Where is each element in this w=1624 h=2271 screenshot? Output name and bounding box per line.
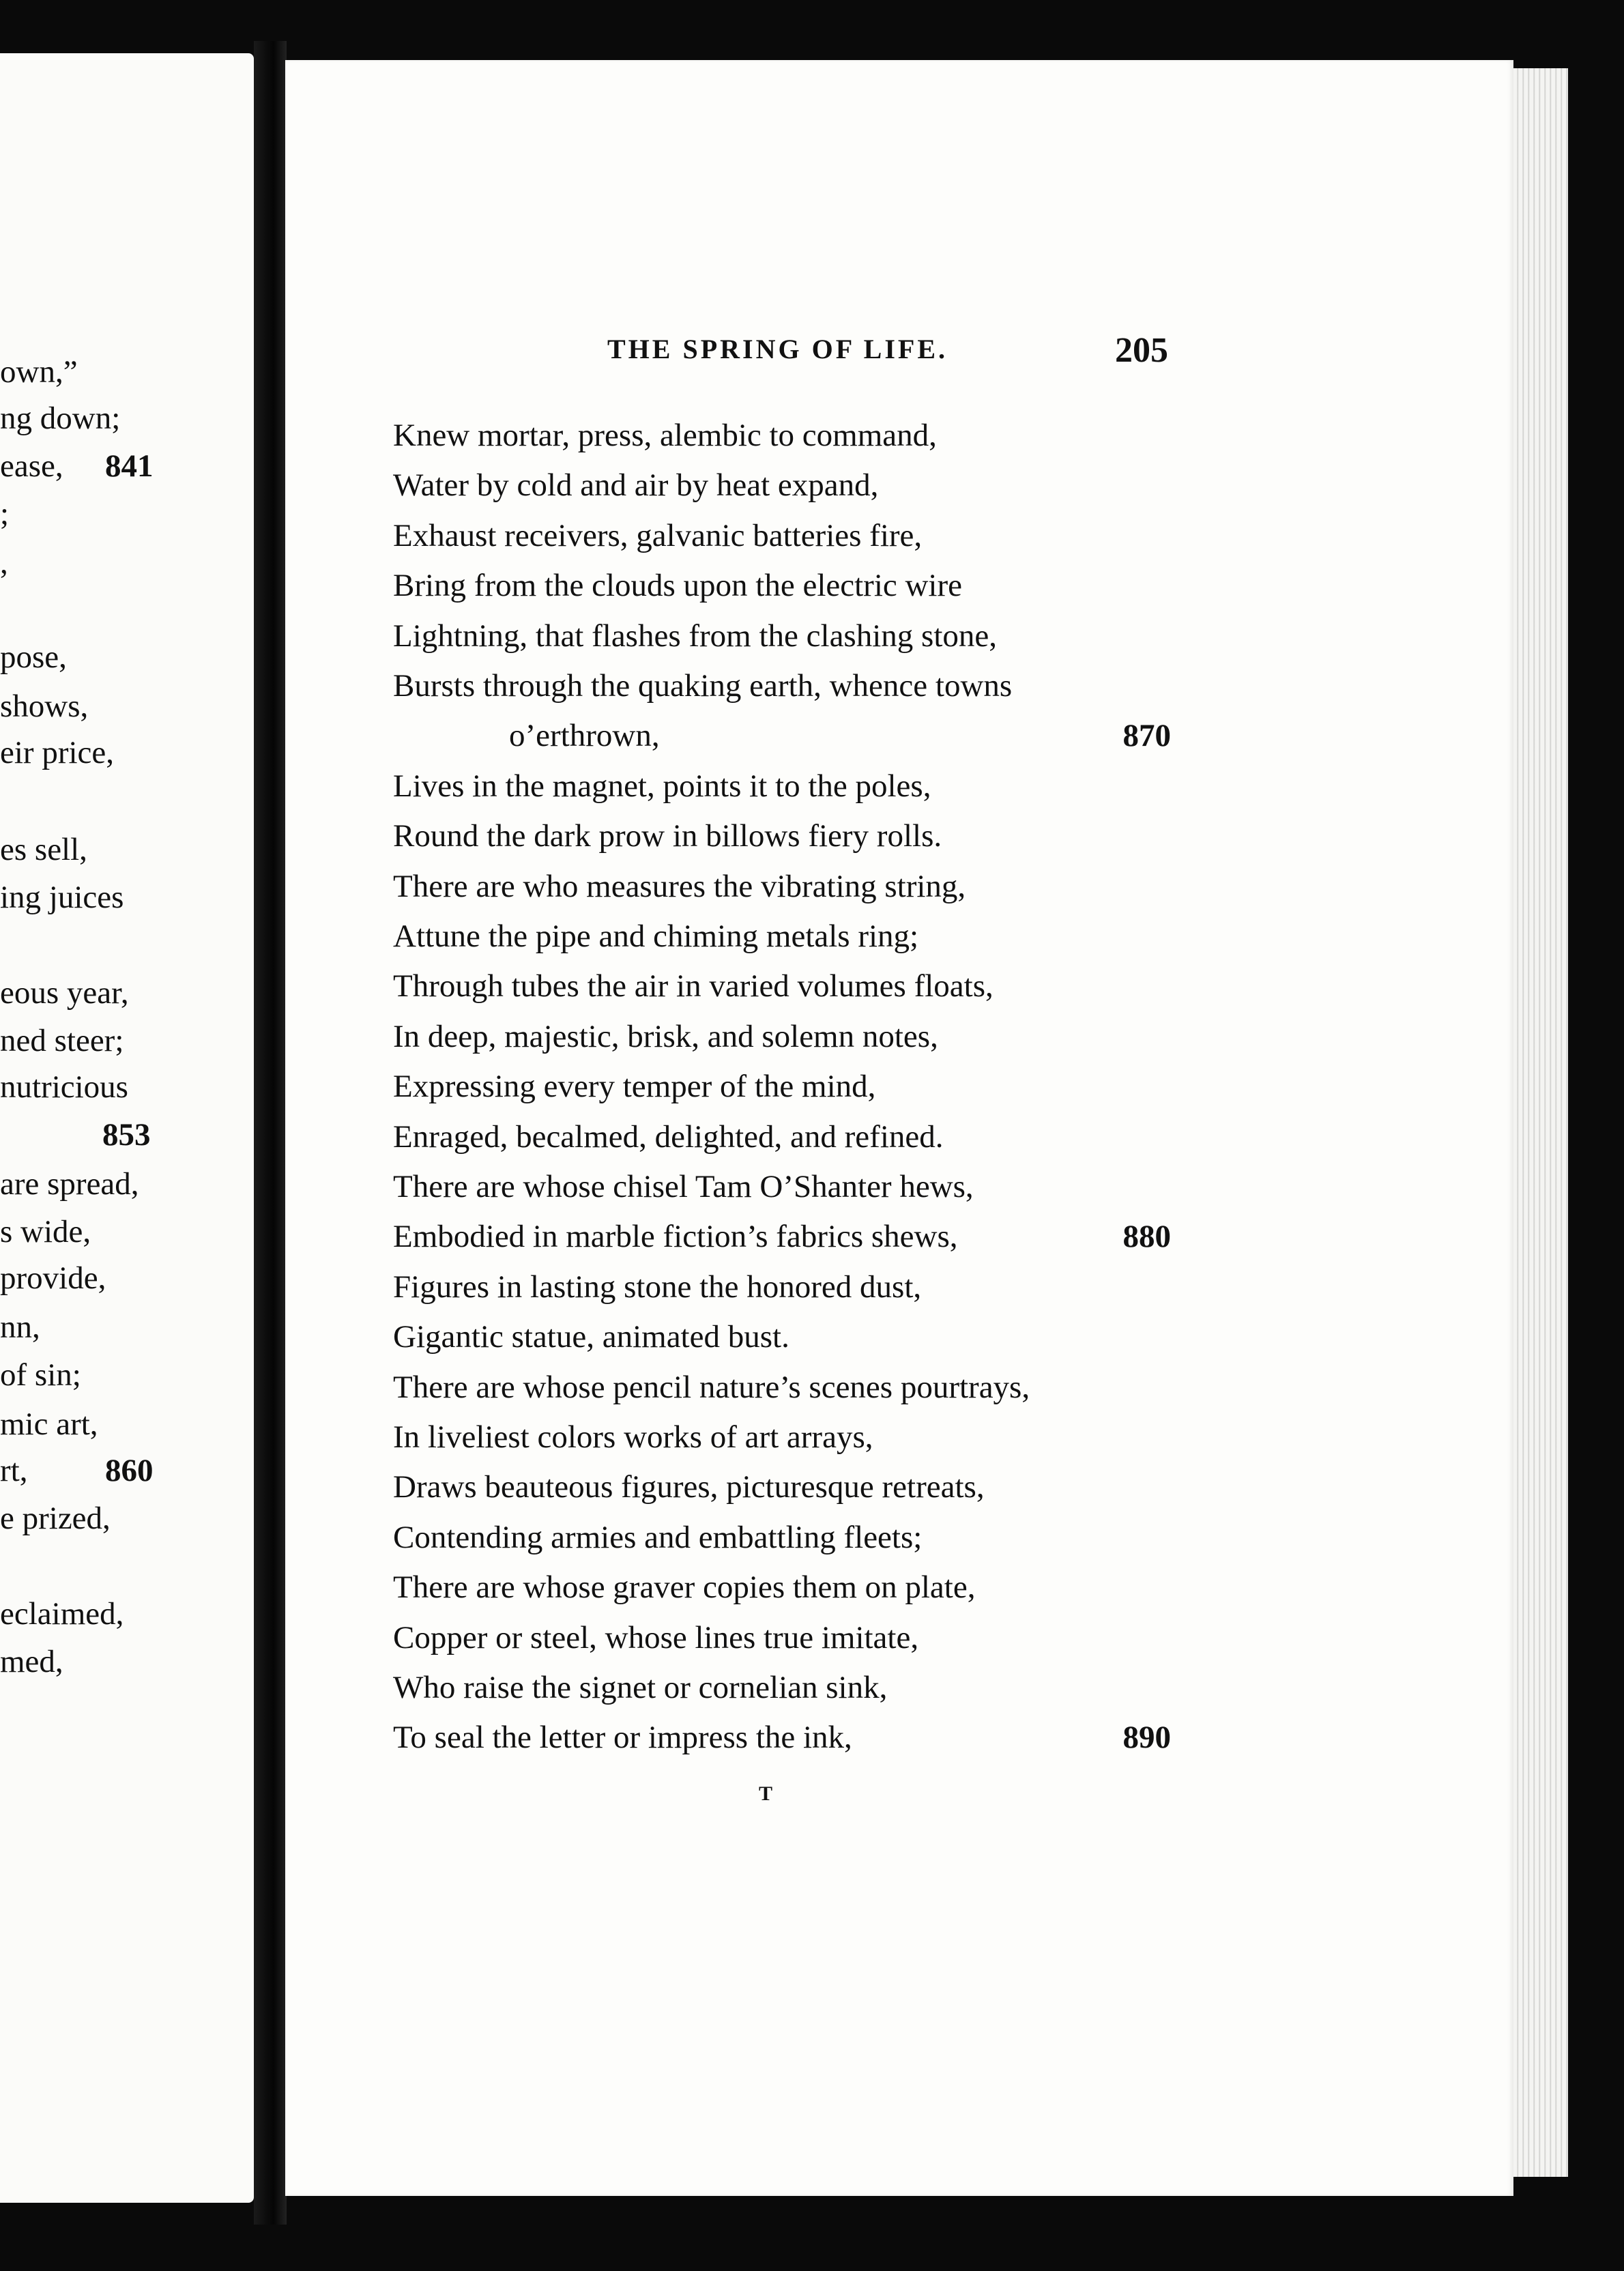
left-line: eir price, bbox=[0, 735, 115, 770]
poem-line-text: Enraged, becalmed, delighted, and refined. bbox=[393, 1119, 944, 1155]
left-line: ng down; bbox=[0, 401, 121, 436]
poem-line bbox=[393, 1622, 1171, 1666]
left-line: own,” bbox=[0, 354, 78, 390]
poem-line bbox=[393, 1421, 1171, 1465]
poem-line-text: To seal the letter or impress the ink, bbox=[393, 1720, 852, 1755]
poem-line bbox=[393, 918, 1171, 964]
poem-line bbox=[393, 420, 1171, 463]
poem-line-text: Expressing every temper of the mind, bbox=[393, 1069, 876, 1104]
poem-line-text: Who raise the signet or cornelian sink, bbox=[393, 1670, 888, 1705]
page-edges bbox=[1513, 68, 1568, 2177]
left-line-number: 841 bbox=[105, 448, 154, 484]
poem-line-text: Knew mortar, press, alembic to command, bbox=[393, 418, 937, 453]
scan-background bbox=[1568, 0, 1624, 2271]
poem-line bbox=[393, 670, 1171, 714]
poem-line bbox=[393, 871, 1171, 914]
left-line: , bbox=[0, 545, 8, 581]
left-line: mic art, bbox=[0, 1406, 98, 1442]
poem-line-text: There are whose chisel Tam O’Shanter hews, bbox=[393, 1169, 974, 1204]
left-line: provide, bbox=[0, 1260, 106, 1296]
poem-line-text: There are whose graver copies them on plate, bbox=[393, 1570, 976, 1605]
left-line: are spread, bbox=[0, 1166, 139, 1202]
poem-line bbox=[393, 1121, 1171, 1165]
poem-line-text: In liveliest colors works of art arrays, bbox=[393, 1419, 873, 1455]
poem-line-text: Exhaust receivers, galvanic batteries fire, bbox=[393, 518, 923, 553]
poem-line bbox=[393, 1021, 1171, 1065]
poem-line-text: Draws beauteous figures, picturesque retreats, bbox=[393, 1469, 985, 1505]
poem-line bbox=[393, 820, 1171, 864]
poem-line-text: Round the dark prow in billows fiery rolls. bbox=[393, 818, 942, 854]
left-line: med, bbox=[0, 1644, 63, 1679]
poem-line bbox=[393, 1321, 1171, 1365]
poem-line-text: Figures in lasting stone the honored dust, bbox=[393, 1269, 922, 1305]
book-gutter bbox=[254, 41, 287, 2225]
poem-line bbox=[393, 1572, 1171, 1615]
running-title: THE SPRING OF LIFE. bbox=[607, 334, 948, 364]
poem-line bbox=[393, 620, 1171, 664]
poem-line bbox=[393, 1672, 1171, 1716]
left-page-fragment bbox=[0, 53, 254, 2203]
page-number: 205 bbox=[1115, 331, 1168, 370]
poem-line-text: Gigantic statue, animated bust. bbox=[393, 1319, 789, 1355]
line-number: 870 bbox=[1122, 718, 1171, 753]
left-line: nutricious bbox=[0, 1069, 128, 1105]
poem-line bbox=[393, 970, 1171, 1014]
poem-line bbox=[393, 570, 1171, 613]
poem-line bbox=[393, 1271, 1171, 1315]
poem-line-text: Embodied in marble fiction’s fabrics shews, bbox=[393, 1219, 958, 1254]
poem-line bbox=[393, 1171, 1171, 1215]
poem-line bbox=[393, 1722, 1171, 1765]
line-number: 880 bbox=[1122, 1219, 1171, 1254]
poem-line-text: Lightning, that flashes from the clashing stone, bbox=[393, 618, 997, 654]
left-line-number: 853 bbox=[102, 1117, 151, 1153]
poem-line-text: Contending armies and embattling fleets; bbox=[393, 1520, 923, 1555]
running-head bbox=[607, 333, 1168, 374]
left-line: pose, bbox=[0, 639, 67, 675]
poem-line bbox=[393, 720, 1171, 764]
left-line: ease, bbox=[0, 448, 63, 484]
left-line: s wide, bbox=[0, 1214, 91, 1249]
left-line: ned steer; bbox=[0, 1023, 124, 1058]
poem-line bbox=[393, 1522, 1171, 1565]
signature-mark: T bbox=[759, 1782, 773, 1805]
poem-line bbox=[393, 1372, 1171, 1415]
left-line: of sin; bbox=[0, 1357, 81, 1393]
left-line: ; bbox=[0, 496, 10, 532]
left-line: shows, bbox=[0, 689, 89, 724]
poem-line-text: There are who measures the vibrating string, bbox=[393, 869, 966, 904]
poem-line-text: Bring from the clouds upon the electric wire bbox=[393, 568, 962, 603]
left-line: rt, bbox=[0, 1453, 28, 1488]
left-line: eous year, bbox=[0, 975, 129, 1011]
poem-line-text: Attune the pipe and chiming metals ring; bbox=[393, 918, 919, 954]
poem-line-text: o’erthrown, bbox=[509, 718, 660, 753]
poem-line-text: There are whose pencil nature’s scenes pourtrays, bbox=[393, 1370, 1030, 1405]
poem-line bbox=[393, 520, 1171, 564]
poem-line-text: Lives in the magnet, points it to the poles, bbox=[393, 768, 931, 804]
left-line-number: 860 bbox=[105, 1453, 154, 1488]
line-number: 890 bbox=[1122, 1720, 1171, 1755]
poem-line bbox=[393, 1071, 1171, 1114]
left-line: e prized, bbox=[0, 1501, 111, 1536]
poem-line bbox=[393, 1221, 1171, 1264]
poem-line-text: Through tubes the air in varied volumes floats, bbox=[393, 968, 994, 1004]
poem-line-text: Bursts through the quaking earth, whence towns bbox=[393, 668, 1013, 704]
poem-line bbox=[393, 770, 1171, 814]
poem-line-text: Water by cold and air by heat expand, bbox=[393, 467, 879, 503]
poem-line-text: In deep, majestic, brisk, and solemn notes, bbox=[393, 1019, 938, 1054]
left-line: nn, bbox=[0, 1310, 40, 1345]
poem-line bbox=[393, 1471, 1171, 1515]
left-line: eclaimed, bbox=[0, 1596, 124, 1632]
left-line: es sell, bbox=[0, 832, 87, 867]
poem-line bbox=[393, 469, 1171, 513]
left-line: ing juices bbox=[0, 880, 124, 915]
poem-line-text: Copper or steel, whose lines true imitate, bbox=[393, 1620, 919, 1655]
